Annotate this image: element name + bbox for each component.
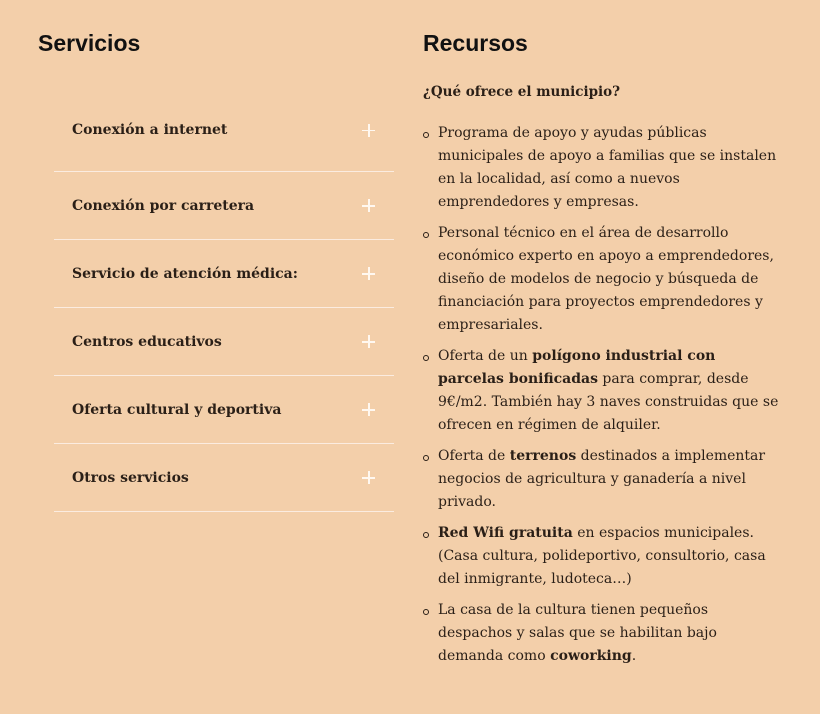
accordion-item-internet[interactable] bbox=[54, 89, 394, 172]
accordion-label: Centros educativos bbox=[72, 333, 222, 350]
list-item bbox=[423, 222, 783, 337]
item-text: Programa de apoyo y ayudas públicas municipales de apoyo a familias que se instalen en la localidad, así como a nuevos emprendedores y empresas. bbox=[438, 125, 777, 210]
servicios-section bbox=[38, 28, 394, 512]
servicios-title: Servicios bbox=[38, 30, 141, 56]
accordion-item-oferta-cultural[interactable] bbox=[54, 376, 394, 444]
item-text: en espacios municipales. (Casa cultura, polideportivo, consultorio, casa del inmigrante, ludoteca…) bbox=[438, 525, 766, 587]
list-item bbox=[423, 599, 783, 668]
accordion-label: Servicio de atención médica: bbox=[72, 265, 298, 282]
recursos-list bbox=[423, 122, 783, 668]
plus-icon[interactable] bbox=[362, 403, 375, 416]
list-item bbox=[423, 345, 783, 437]
item-text: Oferta de bbox=[438, 448, 510, 464]
list-item bbox=[423, 522, 783, 591]
accordion-item-atencion-medica[interactable] bbox=[54, 240, 394, 308]
recursos-section bbox=[423, 28, 783, 676]
recursos-title: Recursos bbox=[423, 30, 528, 56]
accordion-label: Conexión por carretera bbox=[72, 197, 255, 214]
item-bold-text: polígono industrial con parcelas bonificadas bbox=[438, 348, 716, 387]
accordion-item-carretera[interactable] bbox=[54, 172, 394, 240]
item-bold-text: terrenos bbox=[509, 448, 577, 464]
list-item bbox=[423, 122, 783, 214]
item-bold-text: coworking bbox=[550, 648, 632, 664]
accordion-label: Oferta cultural y deportiva bbox=[72, 401, 282, 418]
item-text: para comprar, desde 9€/m2. También hay 3 naves construidas que se ofrecen en régimen de alquiler. bbox=[438, 371, 779, 433]
servicios-accordion bbox=[54, 89, 394, 512]
item-text: La casa de la cultura tienen pequeños despachos y salas que se habilitan bajo demanda como bbox=[438, 602, 717, 664]
plus-icon[interactable] bbox=[362, 124, 375, 137]
item-text: destinados a implementar negocios de agricultura y ganadería a nivel privado. bbox=[438, 448, 766, 510]
list-item bbox=[423, 445, 783, 514]
plus-icon[interactable] bbox=[362, 335, 375, 348]
item-text: Personal técnico en el área de desarrollo económico experto en apoyo a emprendedores, diseño de modelos de negocio y búsqueda de financiación para proyectos emprendedores y empresariales. bbox=[438, 225, 774, 333]
plus-icon[interactable] bbox=[362, 199, 375, 212]
accordion-item-otros-servicios[interactable] bbox=[54, 444, 394, 512]
plus-icon[interactable] bbox=[362, 471, 375, 484]
item-text: . bbox=[631, 648, 637, 664]
recursos-subtitle: ¿Qué ofrece el municipio? bbox=[423, 84, 621, 100]
item-bold-text: Red Wifi gratuita bbox=[438, 525, 573, 541]
plus-icon[interactable] bbox=[362, 267, 375, 280]
item-text: Oferta de un bbox=[438, 348, 533, 364]
accordion-label: Conexión a internet bbox=[72, 122, 228, 138]
accordion-label: Otros servicios bbox=[72, 469, 189, 486]
accordion-item-centros-educativos[interactable] bbox=[54, 308, 394, 376]
